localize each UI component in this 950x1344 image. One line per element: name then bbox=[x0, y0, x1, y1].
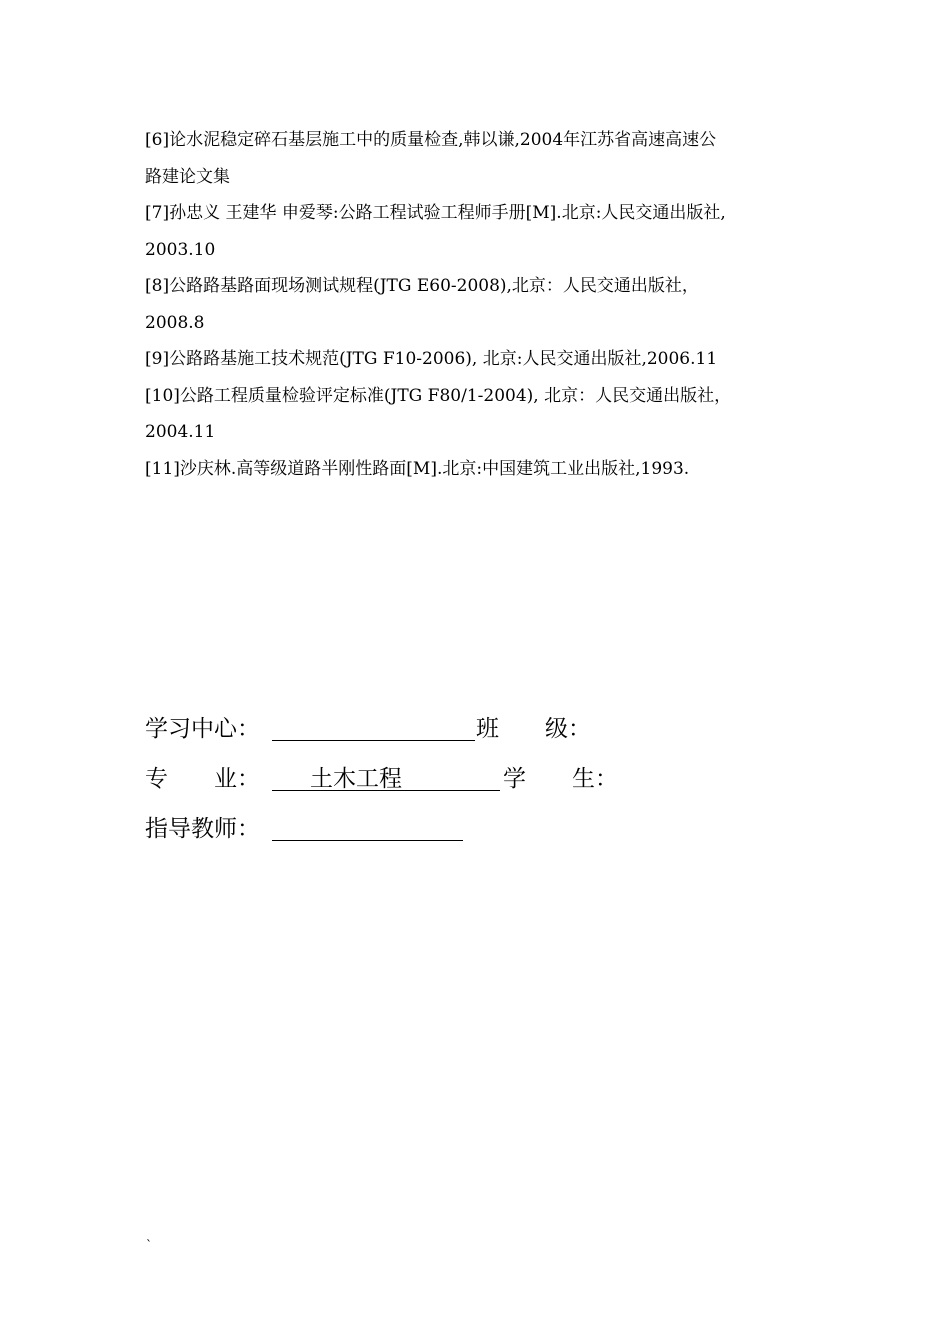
reference-list bbox=[145, 122, 825, 487]
reference-line: 2008.8 bbox=[145, 312, 205, 333]
footer-mark: ` bbox=[146, 1238, 152, 1252]
class-label: 班 级： bbox=[476, 716, 591, 742]
major-label: 专 业： bbox=[145, 766, 260, 792]
study-center-label: 学习中心： bbox=[145, 716, 260, 742]
reference-line: [10]公路工程质量检验评定标准(JTG F80/1-2004), 北京：人民交通出版社， bbox=[145, 385, 732, 406]
advisor-field[interactable] bbox=[272, 807, 463, 841]
major-value: 土木工程 bbox=[310, 766, 402, 792]
reference-line: [6]论水泥稳定碎石基层施工中的质量检查,韩以谦,2004年江苏省高速高速公 bbox=[145, 130, 717, 150]
reference-line: [11]沙庆林.高等级道路半刚性路面[M].北京:中国建筑工业出版社,1993. bbox=[145, 458, 690, 479]
advisor-label: 指导教师： bbox=[145, 816, 260, 842]
major-field[interactable] bbox=[272, 757, 500, 791]
reference-line: 2003.10 bbox=[145, 239, 216, 260]
reference-line: [8]公路路基路面现场测试规程(JTG E60-2008),北京：人民交通出版社， bbox=[145, 276, 699, 296]
reference-line: 路建论文集 bbox=[145, 166, 230, 187]
reference-line: 2004.11 bbox=[145, 422, 216, 442]
reference-line: [9]公路路基施工技术规范(JTG F10-2006), 北京:人民交通出版社,2006.11 bbox=[145, 349, 718, 369]
study-center-field[interactable] bbox=[272, 707, 475, 741]
reference-line: [7]孙忠义 王建华 申爱琴:公路工程试验工程师手册[M].北京:人民交通出版社, bbox=[145, 203, 726, 223]
student-label: 学 生： bbox=[503, 766, 618, 792]
